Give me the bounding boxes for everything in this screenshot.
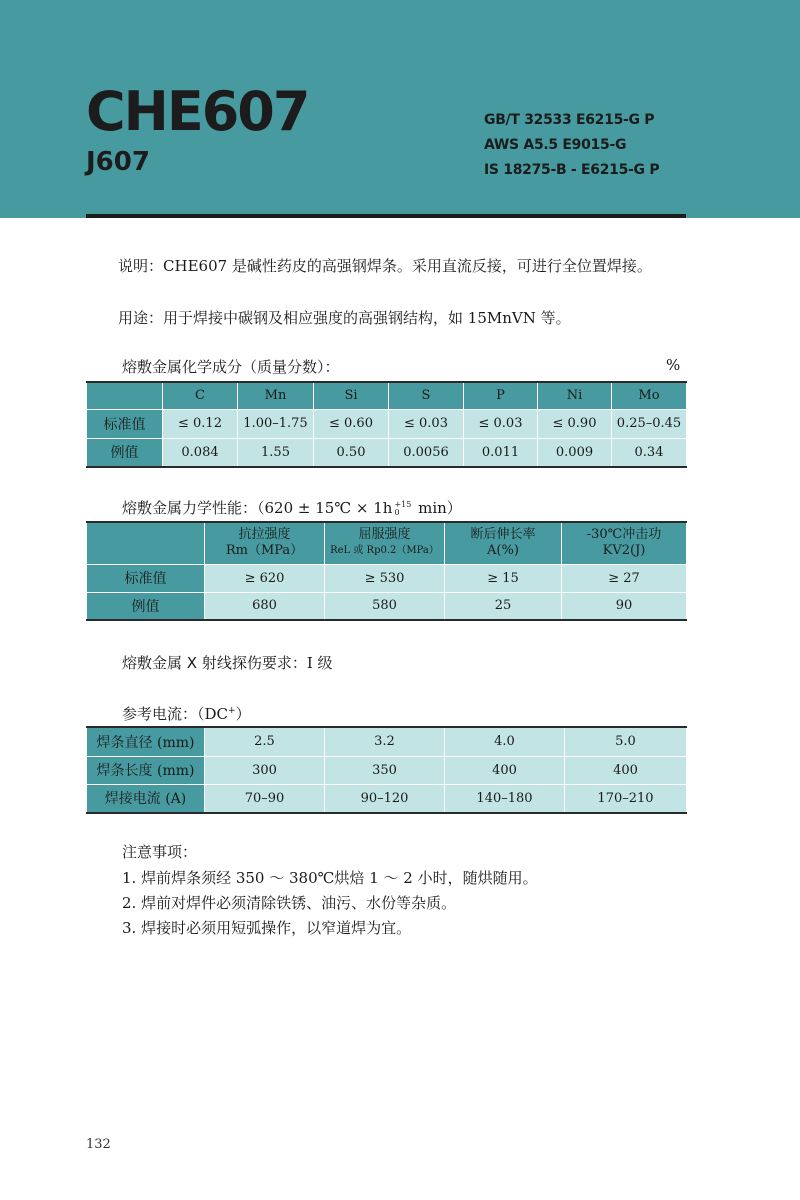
xray-requirement bbox=[122, 652, 333, 673]
table-cell: 70–90 bbox=[205, 784, 325, 813]
table-cell: 3.2 bbox=[325, 727, 445, 756]
usage-text: 用于焊接中碳钢及相应强度的高强钢结构，如 15MnVN 等。 bbox=[163, 309, 571, 327]
chemistry-title: 熔敷金属化学成分（质量分数）： bbox=[122, 358, 340, 376]
current-title bbox=[122, 703, 251, 724]
product-old-model: J607 bbox=[86, 147, 150, 177]
xray-value: I 级 bbox=[306, 654, 333, 672]
description-label: 说明： bbox=[118, 257, 164, 275]
table-cell: ≤ 0.12 bbox=[163, 409, 238, 438]
row-label: 焊条直径 (mm) bbox=[87, 727, 205, 756]
chemistry-unit: % bbox=[666, 356, 681, 374]
current-table bbox=[86, 726, 687, 814]
table-cell: ≤ 0.03 bbox=[389, 409, 464, 438]
col-header-line: -30℃冲击功 bbox=[586, 527, 662, 543]
chemistry-col-header: Mo bbox=[612, 382, 687, 409]
chemistry-header-row bbox=[87, 382, 687, 409]
notes-title: 注意事项： bbox=[122, 843, 198, 861]
table-cell: 350 bbox=[325, 756, 445, 784]
chemistry-corner-cell bbox=[87, 382, 163, 409]
mechanical-header-row bbox=[87, 522, 687, 564]
description-paragraph bbox=[86, 253, 690, 279]
current-type-main: （DC bbox=[197, 705, 229, 723]
chemistry-col-header: Ni bbox=[538, 382, 612, 409]
table-cell: 0.011 bbox=[464, 438, 538, 467]
col-header-unit: ReL 或 Rp0.2（MPa） bbox=[330, 545, 439, 557]
list-item: 1. 焊前焊条须经 350 ～ 380℃烘焙 1 ～ 2 小时，随烘随用。 bbox=[122, 869, 538, 887]
chemistry-table bbox=[86, 381, 687, 468]
table-row bbox=[87, 727, 687, 756]
chemistry-col-header: Si bbox=[314, 382, 389, 409]
table-cell: 580 bbox=[325, 592, 445, 620]
col-header-unit: KV2(J) bbox=[602, 543, 646, 559]
table-cell: 25 bbox=[445, 592, 562, 620]
usage-paragraph bbox=[86, 305, 690, 331]
table-row bbox=[87, 564, 687, 592]
header-rule bbox=[86, 214, 686, 218]
list-item: 2. 焊前对焊件必须清除铁锈、油污、水份等杂质。 bbox=[122, 894, 457, 912]
col-header-unit: A(%) bbox=[487, 543, 519, 559]
condition-tolerance-upper: +15 bbox=[394, 500, 412, 509]
description-text: CHE607 是碱性药皮的高强钢焊条。采用直流反接，可进行全位置焊接。 bbox=[163, 257, 652, 275]
table-cell: ≥ 27 bbox=[562, 564, 687, 592]
table-cell: 90 bbox=[562, 592, 687, 620]
table-cell: 4.0 bbox=[445, 727, 565, 756]
row-label: 例值 bbox=[87, 438, 163, 467]
standard-is: IS 18275-B - E6215-G P bbox=[484, 162, 660, 178]
standard-aws: AWS A5.5 E9015-G bbox=[484, 137, 627, 153]
table-cell: 0.34 bbox=[612, 438, 687, 467]
mechanical-title bbox=[122, 497, 462, 518]
table-cell: 2.5 bbox=[205, 727, 325, 756]
mechanical-table bbox=[86, 521, 687, 621]
mechanical-col-header bbox=[562, 522, 687, 564]
usage-label: 用途： bbox=[118, 309, 164, 327]
notes-list bbox=[122, 866, 538, 941]
table-cell: 680 bbox=[205, 592, 325, 620]
xray-title: 熔敷金属 X 射线探伤要求： bbox=[122, 654, 307, 672]
chemistry-col-header: S bbox=[389, 382, 464, 409]
table-cell: 400 bbox=[565, 756, 687, 784]
product-model: CHE607 bbox=[86, 80, 309, 143]
chemistry-col-header: C bbox=[163, 382, 238, 409]
table-cell: 0.084 bbox=[163, 438, 238, 467]
table-cell: 5.0 bbox=[565, 727, 687, 756]
col-header-line: 屈服强度 bbox=[358, 527, 411, 543]
table-cell: ≤ 0.03 bbox=[464, 409, 538, 438]
condition-tolerance-lower: 0 bbox=[394, 508, 400, 517]
chemistry-col-header: Mn bbox=[238, 382, 314, 409]
current-type-close: ） bbox=[235, 705, 251, 723]
row-label: 标准值 bbox=[87, 409, 163, 438]
table-cell: 90–120 bbox=[325, 784, 445, 813]
mechanical-condition bbox=[257, 499, 462, 517]
table-cell: 300 bbox=[205, 756, 325, 784]
table-row bbox=[87, 592, 687, 620]
table-cell: 0.009 bbox=[538, 438, 612, 467]
table-row bbox=[87, 438, 687, 467]
table-cell: 400 bbox=[445, 756, 565, 784]
table-cell: ≤ 0.90 bbox=[538, 409, 612, 438]
table-row bbox=[87, 756, 687, 784]
condition-unit: min） bbox=[413, 499, 462, 517]
current-type-polarity: + bbox=[228, 706, 236, 716]
table-cell: 0.0056 bbox=[389, 438, 464, 467]
row-label: 焊接电流 (A) bbox=[87, 784, 205, 813]
table-row bbox=[87, 409, 687, 438]
current-title-text: 参考电流： bbox=[122, 705, 198, 723]
mechanical-corner-cell bbox=[87, 522, 205, 564]
table-cell: ≥ 620 bbox=[205, 564, 325, 592]
row-label: 焊条长度 (mm) bbox=[87, 756, 205, 784]
standard-gb: GB/T 32533 E6215-G P bbox=[484, 112, 655, 128]
table-cell: 140–180 bbox=[445, 784, 565, 813]
condition-tolerance bbox=[394, 501, 411, 517]
page-number: 132 bbox=[86, 1137, 111, 1152]
chemistry-col-header: P bbox=[464, 382, 538, 409]
mechanical-col-header bbox=[205, 522, 325, 564]
mechanical-title-text: 熔敷金属力学性能： bbox=[122, 499, 258, 517]
table-cell: ≤ 0.60 bbox=[314, 409, 389, 438]
standards-list bbox=[484, 108, 659, 183]
table-cell: ≥ 15 bbox=[445, 564, 562, 592]
mechanical-col-header bbox=[445, 522, 562, 564]
table-cell: 0.25–0.45 bbox=[612, 409, 687, 438]
table-cell: 1.55 bbox=[238, 438, 314, 467]
table-cell: 170–210 bbox=[565, 784, 687, 813]
row-label: 标准值 bbox=[87, 564, 205, 592]
row-label: 例值 bbox=[87, 592, 205, 620]
current-type bbox=[197, 705, 251, 723]
table-row bbox=[87, 784, 687, 813]
table-cell: 0.50 bbox=[314, 438, 389, 467]
col-header-line: 断后伸长率 bbox=[470, 527, 536, 543]
list-item: 3. 焊接时必须用短弧操作，以窄道焊为宜。 bbox=[122, 919, 412, 937]
col-header-unit: Rm（MPa） bbox=[225, 543, 304, 559]
col-header-line: 抗拉强度 bbox=[238, 527, 291, 543]
condition-main: （620 ± 15℃ × 1h bbox=[257, 499, 393, 517]
table-cell: ≥ 530 bbox=[325, 564, 445, 592]
mechanical-col-header bbox=[325, 522, 445, 564]
table-cell: 1.00–1.75 bbox=[238, 409, 314, 438]
